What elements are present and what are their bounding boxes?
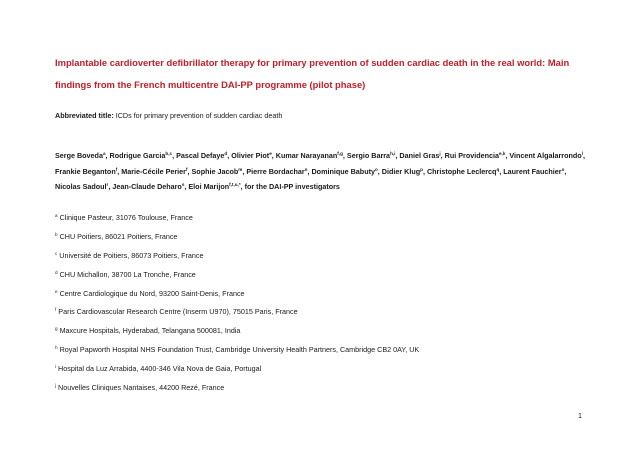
abbreviated-title-label: Abbreviated title: — [55, 111, 114, 120]
authors-group-suffix: , for the DAI-PP investigators — [240, 182, 340, 192]
affiliation-item — [55, 250, 595, 269]
affiliation-marker: c — [55, 250, 58, 256]
author-affiliation-marker: f — [115, 166, 118, 172]
affiliation-text: Nouvelles Cliniques Nantaises, 44200 Rezé, France — [58, 383, 225, 393]
author-name: Sergio Barra — [346, 151, 391, 160]
author-affiliation-marker: a — [102, 151, 106, 156]
author-affiliation-marker: b,c — [165, 151, 173, 156]
author-name: Nicolas Sadoul — [55, 182, 107, 192]
affiliation-text: CHU Michallon, 38700 La Tronche, France — [59, 269, 196, 279]
affiliation-text: Maxcure Hospitals, Hyderabad, Telangana 500081, India — [59, 326, 241, 336]
author-name: Vincent Algalarrondo — [509, 151, 582, 160]
affiliation-marker: i — [55, 364, 57, 370]
affiliation-text: Université de Poitiers, 86073 Poitiers, France — [59, 250, 204, 260]
affiliation-marker: j — [55, 383, 57, 389]
affiliation-text: Paris Cardiovascular Research Centre (Inserm U970), 75015 Paris, France — [58, 307, 298, 317]
affiliation-item — [55, 325, 595, 344]
affiliation-item — [55, 288, 595, 307]
author-affiliation-marker: h,i — [390, 151, 396, 156]
author-name: Jean-Claude Deharo — [112, 182, 182, 192]
affiliation-marker: h — [55, 345, 58, 351]
author-name: Rui Providencia — [444, 151, 499, 160]
author-name: Laurent Fauchier — [503, 166, 562, 176]
paper-title: Implantable cardioverter defibrillator therapy for primary prevention of sudden cardiac death in the real world: Main findings from the French multicentre DAI-PP programme (pilot phase) — [55, 57, 570, 90]
affiliation-text: CHU Poitiers, 86021 Poitiers, France — [59, 231, 178, 241]
affiliation-marker: e — [55, 288, 58, 294]
abbreviated-title-text: ICDs for primary prevention of sudden cardiac death — [115, 111, 283, 120]
author-affiliation-marker: r — [106, 182, 109, 188]
affiliation-item — [55, 344, 595, 363]
affiliation-marker: d — [55, 269, 58, 275]
author-name: Didier Klug — [381, 166, 421, 176]
author-affiliation-marker: f,t,u,* — [229, 182, 241, 188]
author-affiliation-marker: d — [224, 151, 228, 156]
author-name: Christophe Leclercq — [426, 166, 497, 176]
author-name: Frankie Beganton — [55, 166, 116, 176]
affiliation-marker: a — [55, 213, 58, 218]
affiliation-item — [55, 212, 595, 231]
affiliation-marker: f — [55, 307, 57, 313]
author-name: Eloi Marijon — [188, 182, 230, 192]
author-name: Daniel Gras — [399, 151, 440, 160]
author-name: Pierre Bordachar — [246, 166, 305, 176]
author-name: Serge Boveda — [55, 151, 103, 160]
affiliation-list — [55, 212, 595, 401]
affiliation-marker: g — [55, 326, 58, 332]
author-affiliation-marker: o — [374, 166, 378, 172]
affiliation-item — [55, 231, 595, 250]
abbreviated-title — [55, 110, 595, 122]
author-affiliation-marker: m — [238, 166, 243, 172]
author-affiliation-marker: e — [269, 151, 272, 156]
author-affiliation-marker: e,k — [498, 151, 506, 156]
author-name: Pascal Defaye — [176, 151, 225, 160]
affiliation-item — [55, 306, 595, 325]
author-name: Rodrigue Garcia — [109, 151, 166, 160]
author-affiliation-marker: o — [561, 166, 565, 172]
affiliation-text: Hospital da Luz Arrabida, 4400-346 Vila Nova de Gaia, Portugal — [58, 364, 262, 374]
author-affiliation-marker: l — [581, 151, 583, 156]
affiliation-text: Royal Papworth Hospital NHS Foundation Trust, Cambridge University Health Partners, Cambridge CB2 0AY, UK — [59, 345, 420, 355]
author-affiliation-marker: q — [496, 166, 500, 172]
author-name: Dominique Babuty — [311, 166, 375, 176]
author-name: Kumar Narayanan — [275, 151, 338, 160]
author-affiliation-marker: j — [439, 151, 441, 156]
author-affiliation-marker: s — [181, 182, 185, 188]
author-list: Serge Boveda$^a$, Rodrigue Garcia$^{b,c}$, Pascal Defaye$^d$, Olivier Piot$^e$, Kumar Narayanan$^{f,g}$, Sergio Barra$^{h,i}$, Daniel Gras$^j$, Rui Providencia$^{e,k}$, Vincent Algalarrondo$^l$, Frankie Beganton$^f$, Marie-Cécile Perier$^f$, Sophie Jacob$^m$, Pierre Bordachar$^n$, Dominique Babuty$^o$, Didier Klug$^p$, Christophe Leclercq$^q$, Laurent Fauchier$^o$, Nicolas Sadoul$^r$, Jean-Claude Deharo$^s$, Eloi Marijon$^{f,t,u,*}$, for the DAI-PP investigators — [55, 151, 585, 192]
affiliation-marker: b — [55, 231, 58, 237]
author-affiliation-marker: f,g — [337, 151, 343, 156]
page-number: 1 — [578, 411, 582, 420]
affiliation-item — [55, 269, 595, 288]
author-name: Sophie Jacob — [191, 166, 239, 176]
affiliation-item — [55, 363, 595, 382]
affiliation-text: Clinique Pasteur, 31076 Toulouse, France — [59, 213, 193, 222]
affiliation-item — [55, 382, 595, 401]
author-name: Marie-Cécile Perier — [121, 166, 186, 176]
author-affiliation-marker: n — [304, 166, 308, 172]
affiliation-text: Centre Cardiologique du Nord, 93200 Saint-Denis, France — [59, 288, 245, 298]
author-affiliation-marker: f — [185, 166, 188, 172]
author-name: Olivier Piot — [231, 151, 270, 160]
author-affiliation-marker: p — [420, 166, 423, 172]
